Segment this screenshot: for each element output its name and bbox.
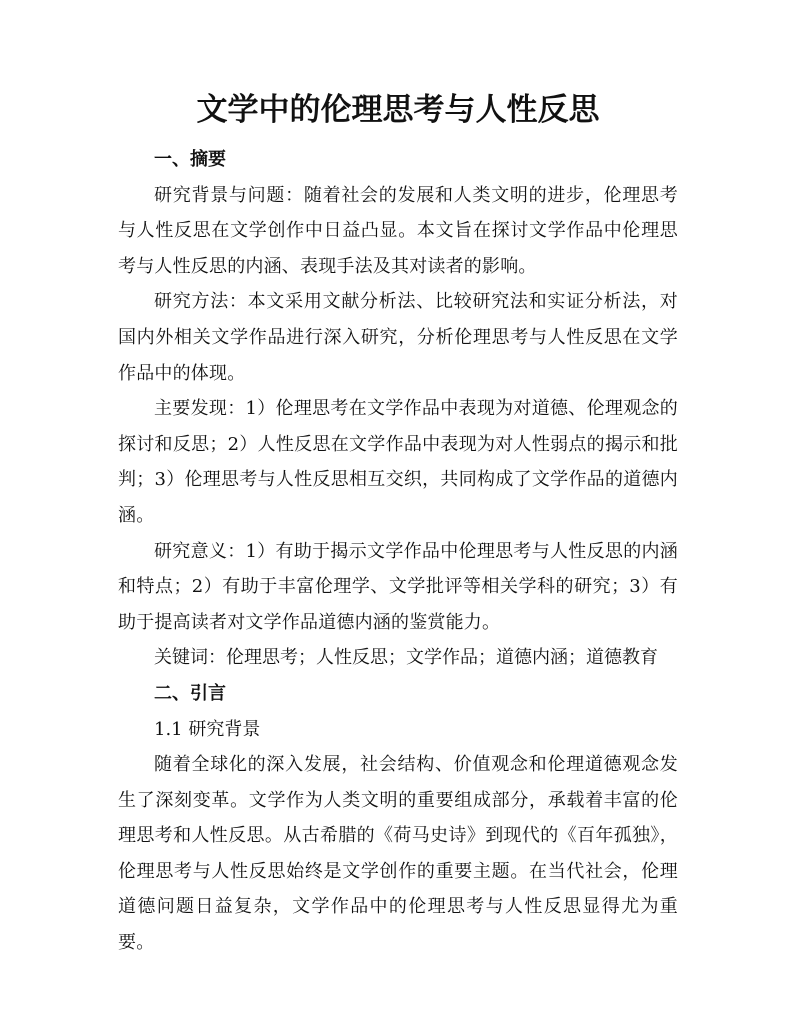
abstract-heading: 一、摘要 [154, 149, 226, 170]
section-1-1-heading: 1.1 研究背景 [154, 718, 261, 740]
keywords-line: 关键词：伦理思考；人性反思；文学作品；道德内涵；道德教育 [154, 647, 658, 669]
abstract-findings-paragraph: 主要发现：1）伦理思考在文学作品中表现为对道德、伦理观念的探讨和反思；2）人性反思在文学作品中表现为对人性弱点的揭示和批判；3）伦理思考与人性反思相互交织，共同构成了文学作品的道德内涵。 [118, 398, 678, 526]
abstract-significance-paragraph: 研究意义：1）有助于揭示文学作品中伦理思考与人性反思的内涵和特点；2）有助于丰富伦理学、文学批评等相关学科的研究；3）有助于提高读者对文学作品道德内涵的鉴赏能力。 [118, 540, 678, 633]
document-page [118, 88, 678, 961]
intro-heading: 二、引言 [154, 682, 226, 704]
abstract-background-paragraph: 研究背景与问题：随着社会的发展和人类文明的进步，伦理思考与人性反思在文学创作中日益凸显。本文旨在探讨文学作品中伦理思考与人性反思的内涵、表现手法及其对读者的影响。 [118, 184, 678, 277]
abstract-methods-paragraph: 研究方法：本文采用文献分析法、比较研究法和实证分析法，对国内外相关文学作品进行深入研究，分析伦理思考与人性反思在文学作品中的体现。 [118, 291, 678, 384]
intro-background-paragraph: 随着全球化的深入发展，社会结构、价值观念和伦理道德观念发生了深刻变革。文学作为人类文明的重要组成部分，承载着丰富的伦理思考和人性反思。从古希腊的《荷马史诗》到现代的《百年孤独》，伦理思考与人性反思始终是文学创作的重要主题。在当代社会，伦理道德问题日益复杂，文学作品中的伦理思考与人性反思显得尤为重要。 [118, 754, 678, 954]
document-title: 文学中的伦理思考与人性反思 [196, 92, 600, 128]
